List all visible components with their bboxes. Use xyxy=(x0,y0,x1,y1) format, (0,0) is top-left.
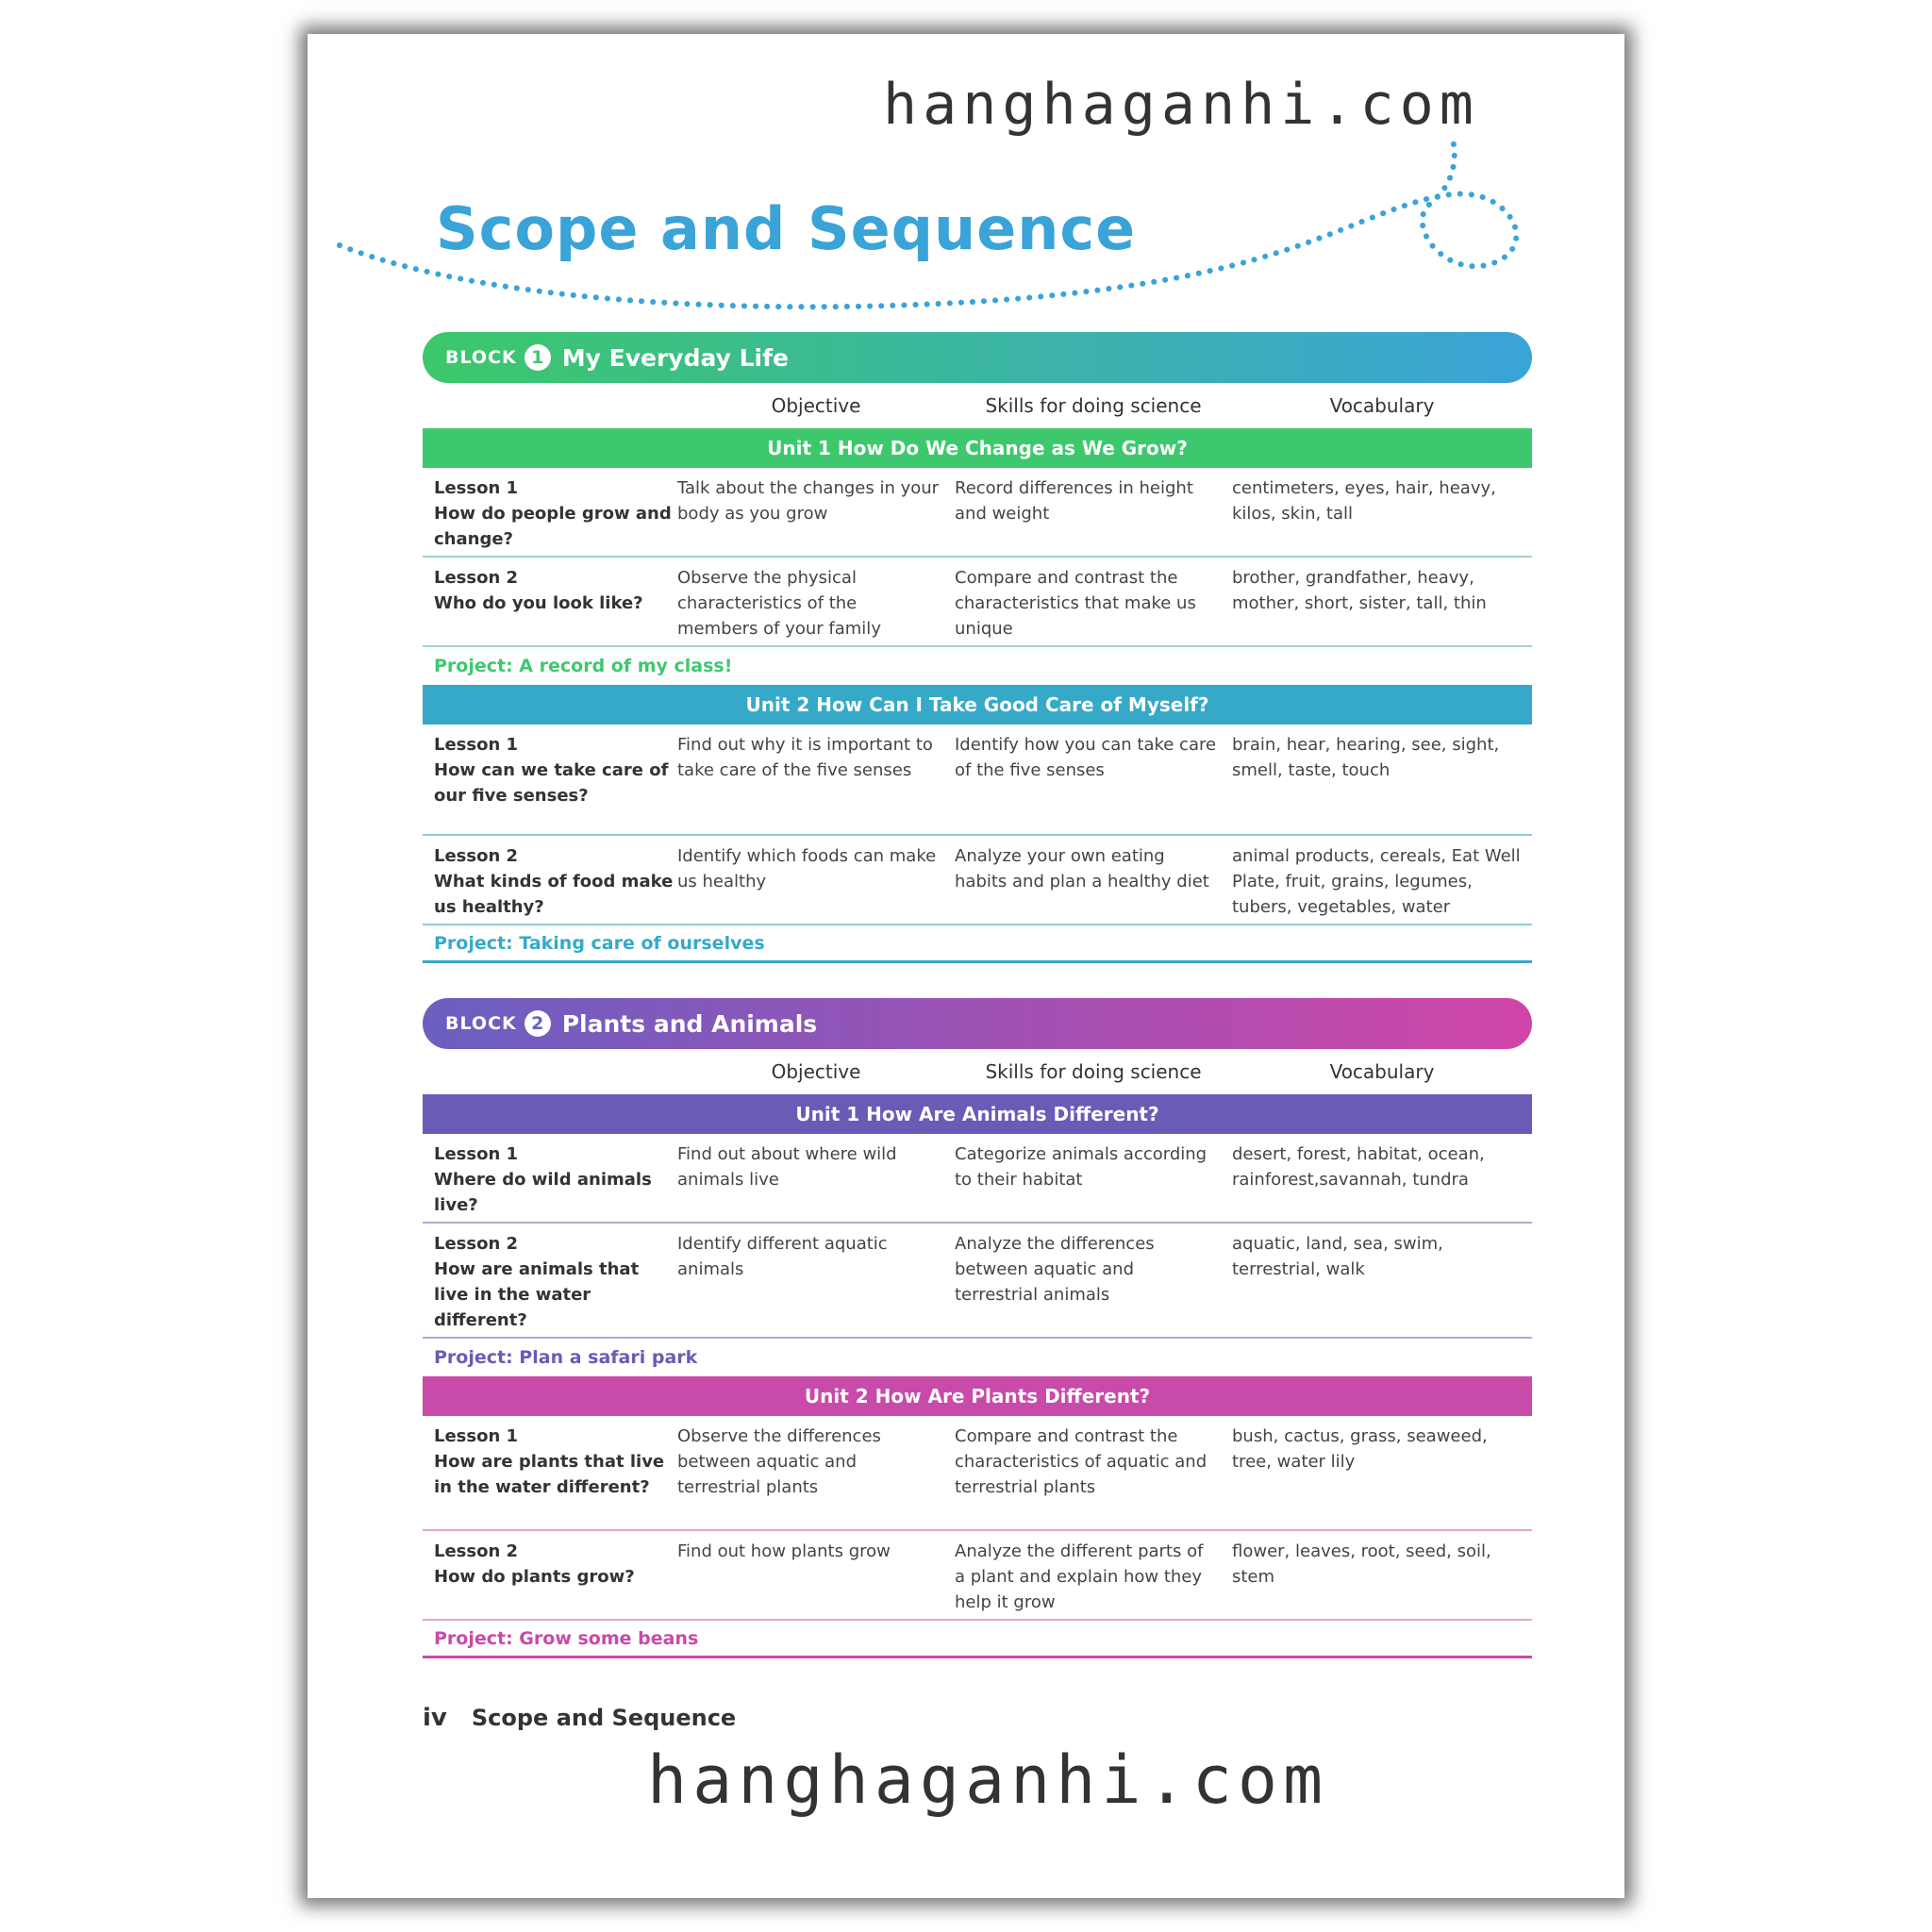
block-number-badge: 1 xyxy=(525,344,551,371)
lesson-skills: Categorize animals according to their habitat xyxy=(955,1144,1208,1190)
block-2 xyxy=(423,998,1532,1658)
lesson-question: What kinds of food make us healthy? xyxy=(434,872,674,917)
lesson-vocabulary: brother, grandfather, heavy, mother, short, sister, tall, thin xyxy=(1232,568,1487,613)
lesson-objective: Find out about where wild animals live xyxy=(677,1144,897,1190)
block-1-header xyxy=(423,332,1532,383)
lesson-objective: Find out how plants grow xyxy=(677,1541,891,1561)
unit-bar: Unit 2 How Are Plants Different? xyxy=(423,1376,1532,1416)
lesson-objective: Talk about the changes in your body as you grow xyxy=(677,478,940,524)
watermark-top: hanghaganhi.com xyxy=(883,72,1479,138)
lesson-row xyxy=(423,1224,1532,1339)
project-label: Project: A record of my class! xyxy=(434,656,733,676)
lesson-skills: Compare and contrast the characteristics of aquatic and terrestrial plants xyxy=(955,1426,1208,1497)
column-header-vocabulary: Vocabulary xyxy=(1329,394,1435,417)
lesson-question: How can we take care of our five senses? xyxy=(434,760,669,806)
block-title: My Everyday Life xyxy=(561,343,789,372)
lesson-vocabulary: brain, hear, hearing, see, sight, smell, taste, touch xyxy=(1232,735,1500,780)
lesson-row xyxy=(423,1531,1532,1621)
lesson-objective: Find out why it is important to take care of the five senses xyxy=(677,735,933,780)
unit-bar: Unit 1 How Are Animals Different? xyxy=(423,1094,1532,1134)
footer-label: Scope and Sequence xyxy=(471,1705,737,1731)
lesson-question: How are animals that live in the water different? xyxy=(434,1259,640,1330)
lesson-skills: Record differences in height and weight xyxy=(955,478,1193,524)
lesson-objective: Observe the differences between aquatic and terrestrial plants xyxy=(677,1426,881,1497)
lesson-vocabulary: centimeters, eyes, hair, heavy, kilos, skin, tall xyxy=(1232,478,1496,524)
lesson-skills: Analyze the different parts of a plant and explain how they help it grow xyxy=(955,1541,1204,1612)
lesson-number: Lesson 1 xyxy=(434,1426,519,1446)
lesson-row xyxy=(423,558,1532,647)
lesson-number: Lesson 1 xyxy=(434,1144,519,1164)
page-title: Scope and Sequence xyxy=(436,194,1137,263)
lesson-objective: Identify which foods can make us healthy xyxy=(677,846,937,891)
unit-bar: Unit 1 How Do We Change as We Grow? xyxy=(423,428,1532,468)
column-header-vocabulary: Vocabulary xyxy=(1329,1060,1435,1083)
lesson-skills: Compare and contrast the characteristics that make us unique xyxy=(955,568,1196,639)
lesson-objective: Identify different aquatic animals xyxy=(677,1234,888,1279)
lesson-question: How are plants that live in the water different? xyxy=(434,1452,665,1497)
lesson-objective: Observe the physical characteristics of the members of your family xyxy=(677,568,881,639)
lesson-question: Who do you look like? xyxy=(434,593,643,613)
column-headers xyxy=(423,1049,1532,1094)
lesson-number: Lesson 1 xyxy=(434,735,519,755)
lesson-skills: Identify how you can take care of the five senses xyxy=(955,735,1217,780)
lesson-number: Lesson 1 xyxy=(434,478,519,498)
lesson-number: Lesson 2 xyxy=(434,1234,519,1254)
lesson-vocabulary: bush, cactus, grass, seaweed, tree, water lily xyxy=(1232,1426,1488,1472)
block-label: BLOCK xyxy=(445,347,517,368)
project-label: Project: Plan a safari park xyxy=(434,1347,698,1368)
column-header-skills: Skills for doing science xyxy=(985,1060,1202,1083)
lesson-row xyxy=(423,1416,1532,1531)
lesson-vocabulary: flower, leaves, root, seed, soil, stem xyxy=(1232,1541,1491,1587)
document-page xyxy=(308,34,1624,1898)
lesson-skills: Analyze the differences between aquatic and terrestrial animals xyxy=(955,1234,1155,1305)
lesson-number: Lesson 2 xyxy=(434,1541,519,1561)
column-headers xyxy=(423,383,1532,428)
block-2-header xyxy=(423,998,1532,1049)
lesson-row xyxy=(423,1134,1532,1224)
unit-bar: Unit 2 How Can I Take Good Care of Myself? xyxy=(423,685,1532,724)
lesson-row xyxy=(423,836,1532,925)
lesson-row xyxy=(423,468,1532,558)
lesson-vocabulary: desert, forest, habitat, ocean, rainforest,savannah, tundra xyxy=(1232,1144,1485,1190)
page-footer xyxy=(423,1704,736,1732)
lesson-vocabulary: animal products, cereals, Eat Well Plate, fruit, grains, legumes, tubers, vegetables, water xyxy=(1232,846,1521,917)
lesson-question: How do people grow and change? xyxy=(434,504,672,549)
lesson-question: Where do wild animals live? xyxy=(434,1170,652,1215)
page-number: iv xyxy=(423,1704,447,1732)
block-label: BLOCK xyxy=(445,1013,517,1034)
lesson-question: How do plants grow? xyxy=(434,1567,635,1587)
block-number-badge: 2 xyxy=(525,1010,551,1037)
column-header-skills: Skills for doing science xyxy=(985,394,1202,417)
lesson-vocabulary: aquatic, land, sea, swim, terrestrial, walk xyxy=(1232,1234,1443,1279)
lesson-row xyxy=(423,724,1532,836)
watermark-bottom: hanghaganhi.com xyxy=(647,1741,1329,1819)
column-header-objective: Objective xyxy=(771,1060,861,1083)
project-label: Project: Taking care of ourselves xyxy=(423,925,1532,963)
column-header-objective: Objective xyxy=(771,394,861,417)
lesson-number: Lesson 2 xyxy=(434,568,519,588)
block-title: Plants and Animals xyxy=(561,1009,818,1038)
lesson-skills: Analyze your own eating habits and plan a healthy diet xyxy=(955,846,1209,891)
project-label: Project: Grow some beans xyxy=(423,1621,1532,1658)
lesson-number: Lesson 2 xyxy=(434,846,519,866)
block-1 xyxy=(423,332,1532,963)
